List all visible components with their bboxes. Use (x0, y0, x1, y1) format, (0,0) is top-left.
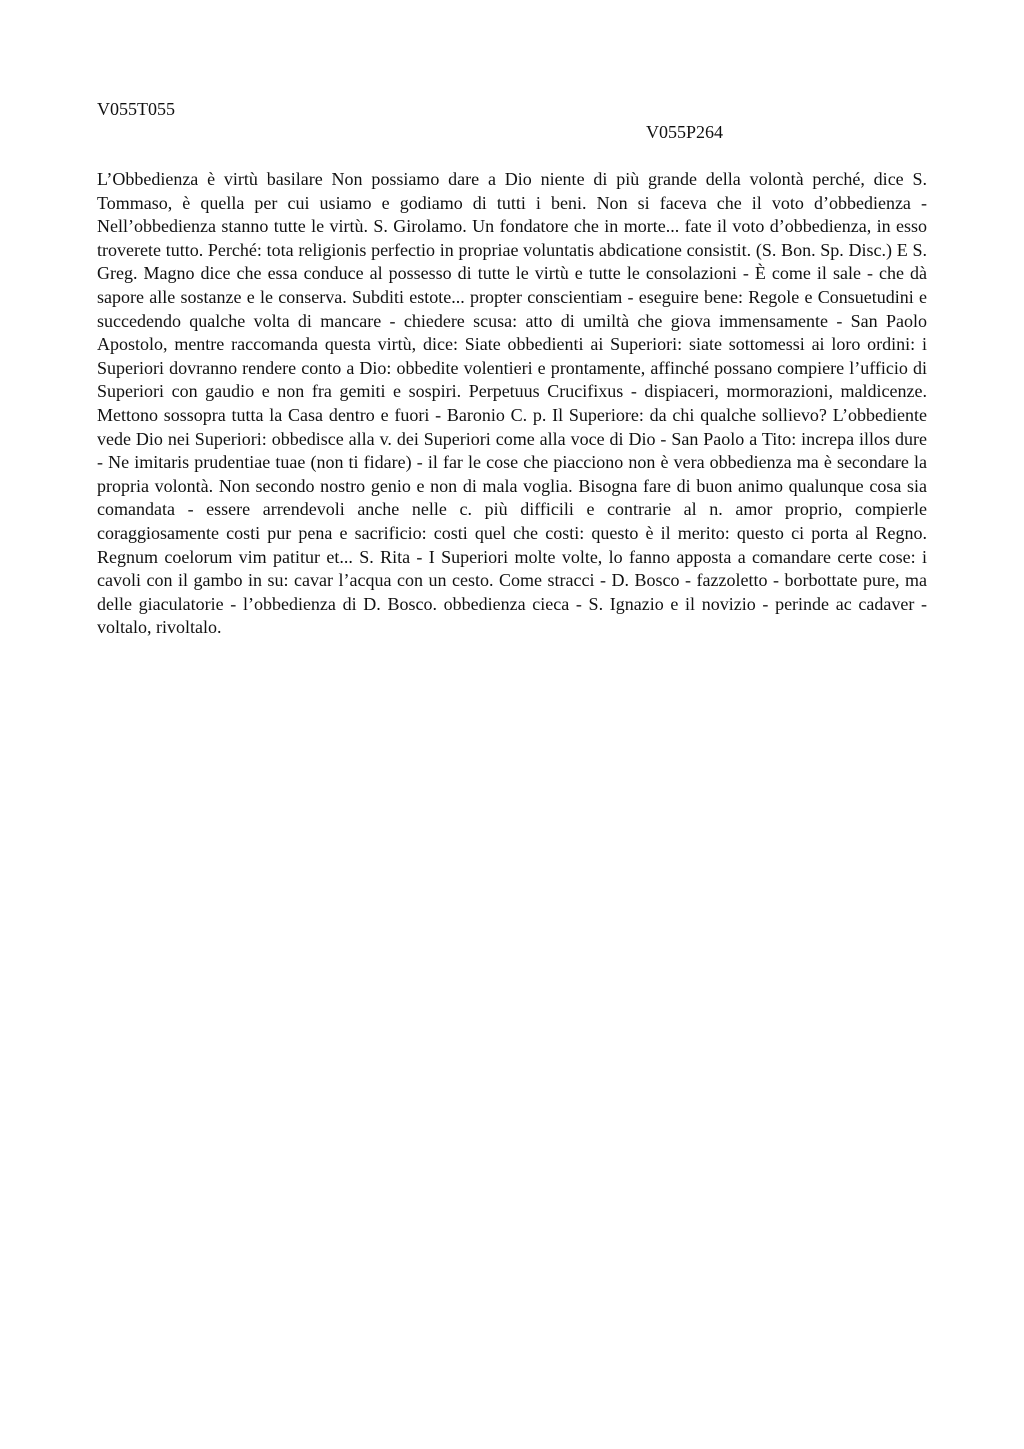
document-code: V055T055 (97, 99, 175, 119)
page-code: V055P264 (646, 122, 724, 142)
body-paragraph: L’Obbedienza è virtù basilare Non possiamo dare a Dio niente di più grande della volontà perché, dice S. Tommaso, è quella per cui usiamo e godiamo di tutti i beni. Non si faceva che il voto d’obbedienza - Nell’obbedienza stanno tutte le virtù. S. Girolamo. Un fondatore che in morte... fate il voto d’obbedienza, in esso troverete tutto. Perché: tota religionis perfectio in propriae voluntatis abdicatione consistit. (S. Bon. Sp. Disc.) E S. Greg. Magno dice che essa conduce al possesso di tutte le virtù e tutte le consolazioni - È come il sale - che dà sapore alle sostanze e le conserva. Subditi estote... propter conscientiam - eseguire bene: Regole e Consuetudini e succedendo qualche volta di mancare - chiedere scusa: atto di umiltà che giova immensamente - San Paolo Apostolo, mentre raccomanda questa virtù, dice: Siate obbedienti ai Superiori: siate sottomessi ai loro ordini: i Superiori dovranno rendere conto a Dio: obbedite volentieri e prontamente, affinché possano compiere l’ufficio di Superiori con gaudio e non fra gemiti e sospiri. Perpetuus Crucifixus - dispiaceri, mormorazioni, maldicenze. Mettono sossopra tutta la Casa dentro e fuori - Baronio C. p. Il Superiore: da chi qualche sollievo? L’obbediente vede Dio nei Superiori: obbedisce alla v. dei Superiori come alla voce di Dio - San Paolo a Tito: increpa illos dure - Ne imitaris prudentiae tuae (non ti fidare) - il far le cose che piacciono non è vera obbedienza ma è secondare la propria volontà. Non secondo nostro genio e non di mala voglia. Bisogna fare di buon animo qualunque cosa sia comandata - essere arrendevoli anche nelle c. più difficili e contrarie al n. amor proprio, compierle coraggiosamente costi pur pena e sacrificio: costi quel che costi: questo è il merito: questo ci porta al Regno. Regnum coelorum vim patitur et... S. Rita - I Superiori molte volte, lo fanno apposta a comandare certe cose: i cavoli con il gambo in su: cavar l’acqua con un cesto. Come stracci - D. Bosco - fazzoletto - borbottate pure, ma delle giaculatorie - l’obbedienza di D. Bosco. obbedienza cieca - S. Ignazio e il novizio - perinde ac cadaver - voltalo, rivoltalo. (97, 169, 927, 638)
